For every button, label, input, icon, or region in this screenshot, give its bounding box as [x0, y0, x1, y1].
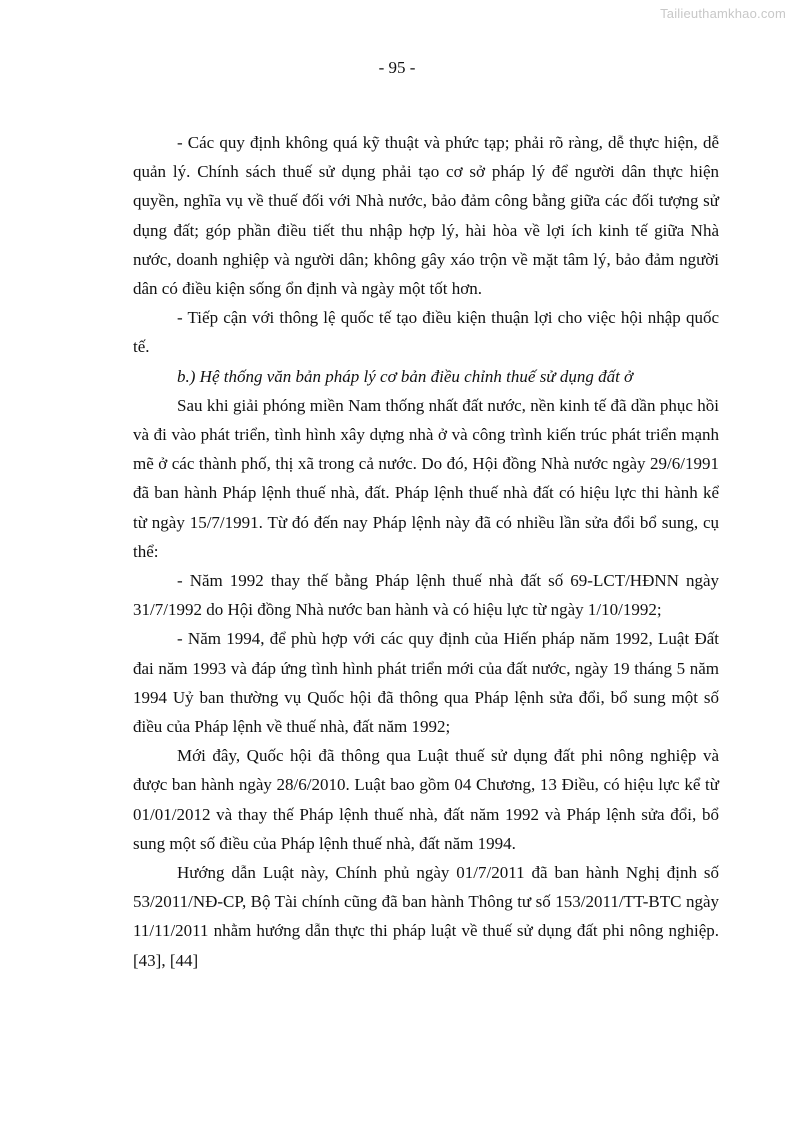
- paragraph-2010-law: Mới đây, Quốc hội đã thông qua Luật thuế sử dụng đất phi nông nghiệp và được ban hành ngày 28/6/2010. Luật bao gồm 04 Chương, 13 Điều, có hiệu lực kể từ 01/01/2012 và thay thế Pháp lệnh thuế nhà, đất năm 1992 và Pháp lệnh sửa đổi, bổ sung một số điều của Pháp lệnh thuế nhà, đất năm 1994.: [133, 746, 719, 853]
- section-heading: b.) Hệ thống văn bản pháp lý cơ bản điều chỉnh thuế sử dụng đất ở: [177, 366, 634, 386]
- paragraph-history: Sau khi giải phóng miền Nam thống nhất đất nước, nền kinh tế đã dần phục hồi và đi vào phát triển, tình hình xây dựng nhà ở và công trình kiến trúc phát triển mạnh mẽ ở các thành phố, thị xã trong cả nước. Do đó, Hội đồng Nhà nước ngày 29/6/1991 đã ban hành Pháp lệnh thuế nhà, đất. Pháp lệnh thuế nhà đất có hiệu lực thi hành kể từ ngày 15/7/1991. Từ đó đến nay Pháp lệnh này đã có nhiều lần sửa đổi bổ sung, cụ thể:: [133, 395, 719, 561]
- paragraph-1992-amendment: - Năm 1992 thay thế bằng Pháp lệnh thuế nhà đất số 69-LCT/HĐNN ngày 31/7/1992 do Hội đồng Nhà nước ban hành và có hiệu lực từ ngày 1/10/1992;: [133, 571, 719, 620]
- page-number: - 95 -: [378, 58, 416, 77]
- paragraph-regulation-principles: - Các quy định không quá kỹ thuật và phức tạp; phải rõ ràng, dễ thực hiện, dễ quản lý. Chính sách thuế sử dụng phải tạo cơ sở pháp lý để người dân thực hiện quyền, nghĩa vụ về thuế đối với Nhà nước, bảo đảm công bằng giữa các đối tượng sử dụng đất; góp phần điều tiết thu nhập hợp lý, hài hòa về lợi ích kinh tế giữa Nhà nước, doanh nghiệp và người dân; không gây xáo trộn về mặt tâm lý, bảo đảm người dân có điều kiện sống ổn định và ngày một tốt hơn.: [133, 133, 719, 299]
- paragraph-1994-amendment: - Năm 1994, để phù hợp với các quy định của Hiến pháp năm 1992, Luật Đất đai năm 1993 và đáp ứng tình hình phát triển mới của đất nước, ngày 19 tháng 5 năm 1994 Uỷ ban thường vụ Quốc hội đã thông qua Pháp lệnh sửa đổi, bổ sung một số điều của Pháp lệnh về thuế nhà, đất năm 1992;: [133, 629, 719, 737]
- paragraph-guidance: Hướng dẫn Luật này, Chính phủ ngày 01/7/2011 đã ban hành Nghị định số 53/2011/NĐ-CP, Bộ Tài chính cũng đã ban hành Thông tư số 153/2011/TT-BTC ngày 11/11/2011 nhằm hướng dẫn thực thi pháp luật về thuế sử dụng đất phi nông nghiệp. [43], [44]: [133, 863, 719, 970]
- document-body: [133, 128, 719, 975]
- watermark: Tailieuthamkhao.com: [660, 6, 786, 21]
- paragraph-international-practice: - Tiếp cận với thông lệ quốc tế tạo điều kiện thuận lợi cho việc hội nhập quốc tế.: [133, 308, 719, 357]
